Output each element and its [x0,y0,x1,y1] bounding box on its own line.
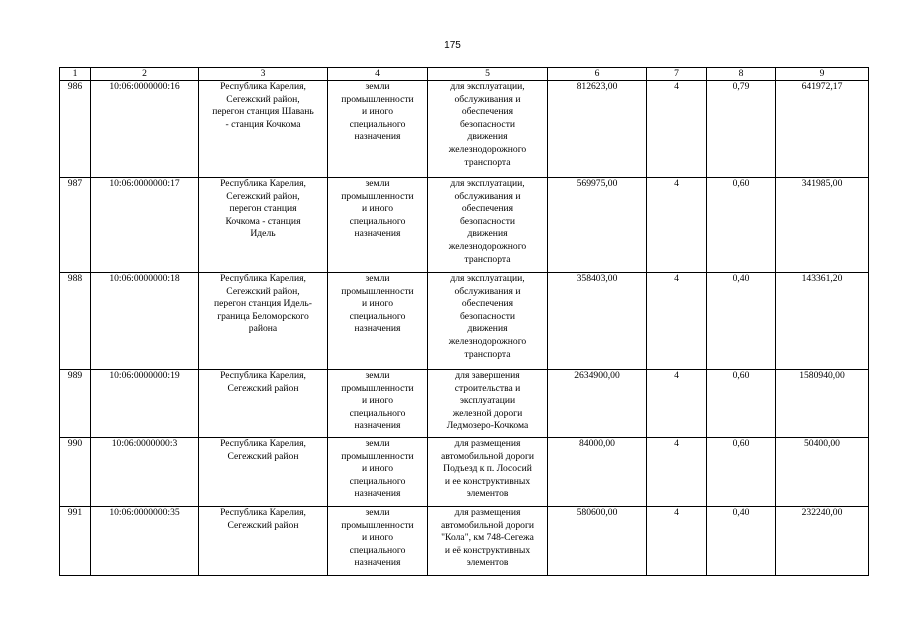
land-category-line: промышленности [341,93,414,105]
cadastral-value: 812623,00 [548,81,647,178]
column-header: 6 [548,68,647,81]
cadastral-number: 10:06:0000000:17 [91,178,199,273]
permitted-use-line: для эксплуатации, [450,178,525,189]
row-number: 986 [60,81,91,178]
land-category-line: промышленности [341,519,414,531]
location [199,273,328,370]
land-category-line: земли [365,507,390,518]
location-line: - станция Кочкома [225,118,301,130]
land-category-line: назначения [354,131,401,143]
permitted-use-line: и её конструктивных [444,544,531,556]
column-header: 7 [647,68,707,81]
land-category-line: земли [365,81,390,92]
land-category [328,81,428,178]
land-category-line: специального [349,310,406,322]
row-number: 989 [60,370,91,438]
land-category-line: промышленности [341,450,414,462]
result-value: 1580940,00 [776,370,869,438]
permitted-use-line: железной дороги [452,407,523,419]
permitted-use-line: транспорта [464,348,511,360]
permitted-use-line: эксплуатации [459,395,516,407]
location [199,81,328,178]
land-category [328,178,428,273]
row-number: 991 [60,507,91,576]
permitted-use-line: железнодорожного [448,143,527,155]
permitted-use [428,507,548,576]
land-category-line: и иного [361,106,394,118]
land-category-line: промышленности [341,285,414,297]
location-line: перегон станция [229,203,297,215]
permitted-use [428,273,548,370]
rate-value: 0,60 [707,370,776,438]
group-number: 4 [647,178,707,273]
permitted-use [428,178,548,273]
permitted-use-line: для эксплуатации, [450,273,525,284]
location [199,507,328,576]
result-value: 232240,00 [776,507,869,576]
permitted-use-line: железнодорожного [448,335,527,347]
column-header: 9 [776,68,869,81]
location-line: Сегежский район, [226,190,300,202]
table-row [60,178,869,273]
cadastral-number: 10:06:0000000:35 [91,507,199,576]
permitted-use-line: для размещения [454,507,521,518]
permitted-use-line: автомобильной дороги [440,519,535,531]
location-line: Республика Карелия, [220,178,306,189]
permitted-use-line: безопасности [459,215,516,227]
table-body [60,81,869,576]
location-line: Сегежский район [227,382,299,394]
permitted-use-line: "Кола", км 748-Сегежа [441,532,534,544]
column-header: 2 [91,68,199,81]
location-line: Кочкома - станция [225,215,301,227]
permitted-use-line: обеспечения [461,203,514,215]
column-header: 3 [199,68,328,81]
land-category-line: промышленности [341,382,414,394]
permitted-use-line: для завершения [455,370,520,381]
permitted-use-line: элементов [466,557,509,569]
land-category-line: специального [349,215,406,227]
location-line: Сегежский район [227,450,299,462]
rate-value: 0,40 [707,507,776,576]
permitted-use-line: для эксплуатации, [450,81,525,92]
permitted-use-line: обслуживания и [454,285,521,297]
land-category-line: и иного [361,298,394,310]
permitted-use-line: транспорта [464,253,511,265]
row-number: 987 [60,178,91,273]
result-value: 143361,20 [776,273,869,370]
rate-value: 0,60 [707,438,776,507]
column-header: 4 [328,68,428,81]
column-header: 1 [60,68,91,81]
group-number: 4 [647,507,707,576]
land-category-line: и иного [361,463,394,475]
cadastral-number: 10:06:0000000:3 [91,438,199,507]
permitted-use-line: автомобильной дороги [440,450,535,462]
permitted-use-line: Подъезд к п. Лососий [443,463,532,475]
land-category-line: и иного [361,532,394,544]
land-category-line: специального [349,544,406,556]
cadastral-value: 2634900,00 [548,370,647,438]
table-row [60,370,869,438]
table-row [60,81,869,178]
land-category-line: и иного [361,395,394,407]
column-header: 5 [428,68,548,81]
land-category-line: назначения [354,323,401,335]
permitted-use-line: обслуживания и [454,93,521,105]
group-number: 4 [647,370,707,438]
permitted-use-line: железнодорожного [448,240,527,252]
location-line: Республика Карелия, [220,273,306,284]
location-line: района [248,323,278,335]
cadastral-number: 10:06:0000000:19 [91,370,199,438]
land-category-line: и иного [361,203,394,215]
land-category-line: специального [349,118,406,130]
table-row [60,507,869,576]
table-row [60,438,869,507]
permitted-use-line: обеспечения [461,298,514,310]
land-category [328,370,428,438]
cadastral-value: 569975,00 [548,178,647,273]
land-category-line: назначения [354,557,401,569]
row-number: 988 [60,273,91,370]
permitted-use-line: движения [467,228,508,240]
location-line: Республика Карелия, [220,81,306,92]
permitted-use [428,438,548,507]
column-header: 8 [707,68,776,81]
cadastral-value: 358403,00 [548,273,647,370]
group-number: 4 [647,81,707,178]
table-row [60,273,869,370]
cadastral-number: 10:06:0000000:18 [91,273,199,370]
permitted-use [428,81,548,178]
land-category [328,273,428,370]
cadastral-value: 84000,00 [548,438,647,507]
land-category-line: назначения [354,488,401,500]
group-number: 4 [647,438,707,507]
row-number: 990 [60,438,91,507]
permitted-use-line: элементов [466,488,509,500]
location-line: перегон станция Идель- [214,298,312,310]
location [199,370,328,438]
permitted-use-line: строительства и [454,382,521,394]
land-category-line: назначения [354,228,401,240]
location-line: перегон станция Шавань [212,106,314,118]
location-line: граница Беломорского [217,310,309,322]
result-value: 341985,00 [776,178,869,273]
permitted-use-line: обслуживания и [454,190,521,202]
rate-value: 0,79 [707,81,776,178]
location-line: Сегежский район, [226,93,300,105]
land-category-line: земли [365,370,390,381]
location [199,438,328,507]
permitted-use-line: безопасности [459,118,516,130]
permitted-use-line: для размещения [454,438,521,449]
land-category-line: специального [349,475,406,487]
permitted-use-line: безопасности [459,310,516,322]
permitted-use-line: движения [467,323,508,335]
rate-value: 0,60 [707,178,776,273]
result-value: 50400,00 [776,438,869,507]
location-line: Республика Карелия, [220,370,306,381]
group-number: 4 [647,273,707,370]
land-category-line: промышленности [341,190,414,202]
permitted-use [428,370,548,438]
location-line: Идель [250,228,276,240]
location-line: Республика Карелия, [220,438,306,449]
permitted-use-line: Ледмозеро-Кочкома [446,420,529,432]
location [199,178,328,273]
land-category-line: назначения [354,420,401,432]
header-row [60,68,869,81]
land-category-line: земли [365,178,390,189]
rate-value: 0,40 [707,273,776,370]
permitted-use-line: и ее конструктивных [444,475,531,487]
land-register-table [59,67,869,576]
permitted-use-line: транспорта [464,156,511,168]
location-line: Сегежский район [227,519,299,531]
cadastral-number: 10:06:0000000:16 [91,81,199,178]
page-number: 175 [444,40,461,51]
result-value: 641972,17 [776,81,869,178]
cadastral-value: 580600,00 [548,507,647,576]
location-line: Республика Карелия, [220,507,306,518]
land-category-line: земли [365,273,390,284]
land-category-line: земли [365,438,390,449]
location-line: Сегежский район, [226,285,300,297]
land-category [328,507,428,576]
land-category-line: специального [349,407,406,419]
land-category [328,438,428,507]
permitted-use-line: движения [467,131,508,143]
permitted-use-line: обеспечения [461,106,514,118]
